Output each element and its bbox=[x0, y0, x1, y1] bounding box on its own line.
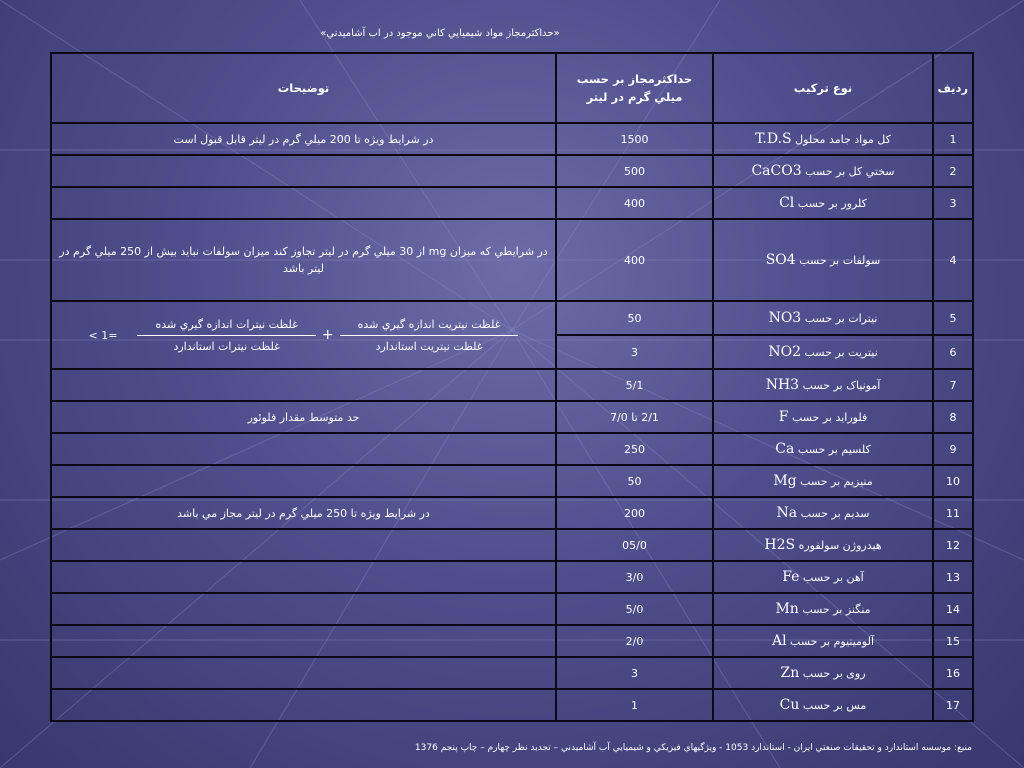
description-cell bbox=[51, 625, 556, 657]
compound-symbol: Cu bbox=[779, 697, 800, 713]
row-number: 1 bbox=[933, 123, 973, 155]
limit-value: 5/1 bbox=[556, 369, 713, 401]
compound-cell bbox=[713, 657, 933, 689]
nitrate-numerator: غلظت نيترات اندازه گيري شده bbox=[137, 318, 315, 336]
source-footer: منبع: موسسه استاندارد و تحقيقات صنعتي ايران - استاندارد 1053 - ويژگيهاي فيزيكي و شيميايي آب آشاميدني – تجديد نظر چهارم – چاپ پنجم 1376 bbox=[414, 743, 972, 753]
compound-name: سختي كل بر حسب bbox=[805, 165, 895, 178]
compound-symbol: NH3 bbox=[765, 377, 800, 393]
compound-cell bbox=[713, 123, 933, 155]
limit-value: 3/0 bbox=[556, 561, 713, 593]
table-row bbox=[51, 433, 973, 465]
compound-cell bbox=[713, 187, 933, 219]
row-number: 3 bbox=[933, 187, 973, 219]
page-title: «حداكثرمجاز مواد شيميايي كاني موجود در اب آشاميدني» bbox=[320, 28, 560, 39]
compound-name: سديم بر حسب bbox=[800, 507, 870, 520]
compound-cell bbox=[713, 369, 933, 401]
nitrite-denominator: غلظت نيتريت استاندارد bbox=[375, 339, 483, 353]
compound-name: كل مواد جامد محلول bbox=[795, 133, 891, 146]
header-description: توضيحات bbox=[51, 53, 556, 123]
row-number: 7 bbox=[933, 369, 973, 401]
limit-value: 250 bbox=[556, 433, 713, 465]
compound-symbol: NO2 bbox=[768, 344, 801, 360]
table-row bbox=[51, 657, 973, 689]
compound-symbol: Fe bbox=[782, 569, 800, 585]
description-cell bbox=[51, 369, 556, 401]
compound-name: مس بر حسب bbox=[802, 699, 867, 712]
limit-value: 400 bbox=[556, 187, 713, 219]
limit-value: 1500 bbox=[556, 123, 713, 155]
compound-name: آهن بر حسب bbox=[802, 571, 864, 584]
table-row bbox=[51, 219, 973, 301]
compound-cell bbox=[713, 465, 933, 497]
description-cell bbox=[51, 657, 556, 689]
nitrite-fraction bbox=[340, 318, 519, 353]
table-row bbox=[51, 561, 973, 593]
description-cell: در شرايط ويژه تا 250 ميلي گرم در ليتر مجاز مي باشد bbox=[51, 497, 556, 529]
plus-sign: + bbox=[321, 327, 334, 343]
limit-value: 3 bbox=[556, 657, 713, 689]
compound-name: فلورايد بر حسب bbox=[791, 411, 868, 424]
compound-cell bbox=[713, 529, 933, 561]
less-equal-one: =1 > bbox=[88, 328, 118, 342]
row-number: 13 bbox=[933, 561, 973, 593]
compound-cell bbox=[713, 497, 933, 529]
compound-name: نيترات بر حسب bbox=[804, 312, 878, 325]
limit-value: 50 bbox=[556, 301, 713, 335]
table-row bbox=[51, 689, 973, 721]
row-number: 2 bbox=[933, 155, 973, 187]
description-cell: حد متوسط مقدار فلوئور bbox=[51, 401, 556, 433]
table-row bbox=[51, 155, 973, 187]
compound-cell bbox=[713, 593, 933, 625]
description-cell bbox=[51, 561, 556, 593]
description-cell bbox=[51, 529, 556, 561]
table-row bbox=[51, 497, 973, 529]
compound-cell bbox=[713, 433, 933, 465]
description-cell bbox=[51, 465, 556, 497]
table-row bbox=[51, 529, 973, 561]
description-cell bbox=[51, 433, 556, 465]
compound-name: روی بر حسب bbox=[802, 667, 866, 680]
row-number: 17 bbox=[933, 689, 973, 721]
table-row bbox=[51, 625, 973, 657]
compound-cell bbox=[713, 335, 933, 369]
table-header-row bbox=[51, 53, 973, 123]
nitrate-formula bbox=[56, 318, 551, 353]
compound-cell bbox=[713, 625, 933, 657]
compound-name: آمونياک بر حسب bbox=[802, 379, 881, 392]
compound-symbol: Zn bbox=[780, 665, 800, 681]
row-number: 6 bbox=[933, 335, 973, 369]
description-cell: در شرايطي كه ميزان mg از 30 ميلي گرم در ليتر تجاوز كند ميزان سولفات نبايد بيش از 250 ميلي گرم در ليتر باشد bbox=[51, 219, 556, 301]
table-row bbox=[51, 123, 973, 155]
compound-symbol: Cl bbox=[779, 195, 795, 211]
compound-symbol: NO3 bbox=[768, 310, 802, 326]
description-cell bbox=[51, 689, 556, 721]
limit-value: 1 bbox=[556, 689, 713, 721]
row-number: 12 bbox=[933, 529, 973, 561]
compound-name: آلومينيوم بر حسب bbox=[790, 635, 875, 648]
description-cell bbox=[51, 155, 556, 187]
limit-value: 50 bbox=[556, 465, 713, 497]
description-cell bbox=[51, 187, 556, 219]
limit-value: 200 bbox=[556, 497, 713, 529]
limit-value: 3 bbox=[556, 335, 713, 369]
row-number: 10 bbox=[933, 465, 973, 497]
compound-symbol: F bbox=[778, 409, 789, 425]
nitrate-fraction bbox=[137, 318, 315, 353]
nitrite-numerator: غلظت نيتريت اندازه گيري شده bbox=[340, 318, 519, 336]
limit-value: 5/0 bbox=[556, 593, 713, 625]
table-row bbox=[51, 593, 973, 625]
compound-cell bbox=[713, 155, 933, 187]
table-row bbox=[51, 369, 973, 401]
compound-symbol: T.D.S bbox=[755, 131, 792, 147]
table-row bbox=[51, 465, 973, 497]
row-number: 15 bbox=[933, 625, 973, 657]
compound-name: كلسيم بر حسب bbox=[797, 443, 871, 456]
row-number: 4 bbox=[933, 219, 973, 301]
compound-name: نيتريت بر حسب bbox=[804, 346, 878, 359]
table-row bbox=[51, 187, 973, 219]
limit-value: 2/0 bbox=[556, 625, 713, 657]
row-number: 14 bbox=[933, 593, 973, 625]
description-cell: در شرايط ويژه تا 200 ميلي گرم در ليتر قابل قبول است bbox=[51, 123, 556, 155]
compound-cell bbox=[713, 401, 933, 433]
compound-cell bbox=[713, 561, 933, 593]
compound-symbol: Ca bbox=[775, 441, 795, 457]
standards-table bbox=[50, 52, 974, 722]
header-row-number: رديف bbox=[933, 53, 973, 123]
compound-symbol: Al bbox=[771, 633, 787, 649]
compound-name: منيزيم بر حسب bbox=[800, 475, 873, 488]
compound-symbol: H2S bbox=[764, 537, 796, 553]
row-number: 11 bbox=[933, 497, 973, 529]
compound-symbol: Mn bbox=[775, 601, 799, 617]
compound-name: سولفات بر حسب bbox=[799, 254, 881, 267]
row-number: 9 bbox=[933, 433, 973, 465]
compound-symbol: Na bbox=[776, 505, 798, 521]
compound-name: هيدروژن سولفوره bbox=[798, 539, 882, 552]
limit-value: 05/0 bbox=[556, 529, 713, 561]
limit-value: 400 bbox=[556, 219, 713, 301]
compound-symbol: CaCO3 bbox=[751, 163, 802, 179]
compound-cell bbox=[713, 689, 933, 721]
limit-value: 2/1 تا 7/0 bbox=[556, 401, 713, 433]
row-number: 5 bbox=[933, 301, 973, 335]
compound-name: كلرور بر حسب bbox=[797, 197, 867, 210]
header-max-limit: حداكثرمجاز بر حسب ميلي گرم در ليتر bbox=[556, 53, 713, 123]
header-compound-type: نوع تركيب bbox=[713, 53, 933, 123]
nitrate-formula-cell bbox=[51, 301, 556, 369]
compound-cell bbox=[713, 301, 933, 335]
compound-symbol: SO4 bbox=[765, 252, 796, 268]
row-number: 8 bbox=[933, 401, 973, 433]
description-cell bbox=[51, 593, 556, 625]
table-row bbox=[51, 401, 973, 433]
row-number: 16 bbox=[933, 657, 973, 689]
compound-cell bbox=[713, 219, 933, 301]
nitrate-denominator: غلظت نيترات استاندارد bbox=[173, 339, 280, 353]
table-row bbox=[51, 301, 973, 335]
compound-name: منگنز بر حسب bbox=[802, 603, 871, 616]
compound-symbol: Mg bbox=[773, 473, 797, 489]
limit-value: 500 bbox=[556, 155, 713, 187]
